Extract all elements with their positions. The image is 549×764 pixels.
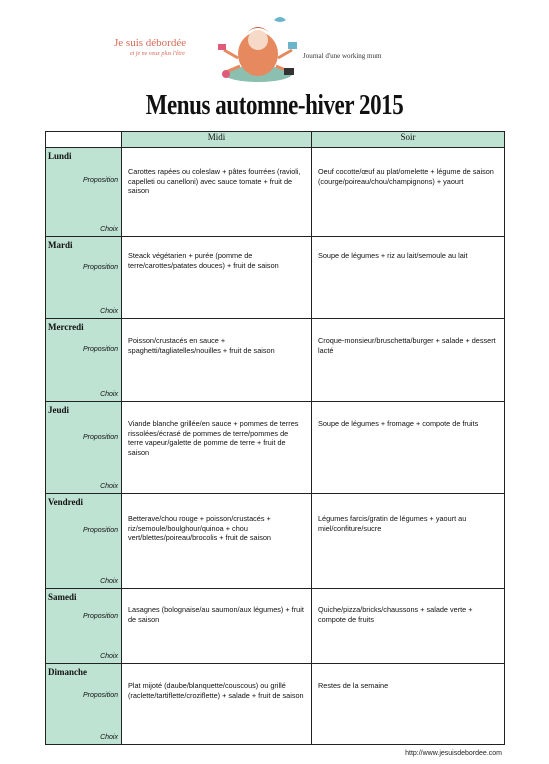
soir-proposition: Oeuf cocotte/œuf au plat/omelette + légume de saison (courge/poireau/chou/champignons) + yaourt <box>318 167 494 186</box>
logo-subtitle: et je ne veux plus l'être <box>130 51 185 57</box>
column-header-soir: Soir <box>312 132 505 148</box>
blog-tagline: Journal d'une working mum <box>303 52 382 60</box>
working-mum-illustration-icon <box>214 10 300 86</box>
day-label-cell <box>46 148 122 237</box>
midi-cell <box>122 148 312 237</box>
logo-title: Je suis débordée <box>114 37 187 49</box>
proposition-label: Proposition <box>82 346 118 353</box>
page-title: Menus automne-hiver 2015 <box>145 90 404 121</box>
midi-cell <box>122 664 312 745</box>
day-name: Mardi <box>48 240 73 250</box>
proposition-label: Proposition <box>82 692 118 699</box>
day-row <box>46 494 505 589</box>
choix-label: Choix <box>100 653 118 660</box>
day-name: Dimanche <box>48 667 87 677</box>
proposition-label: Proposition <box>82 527 118 534</box>
soir-cell <box>312 402 505 494</box>
day-name: Lundi <box>48 151 72 161</box>
day-row <box>46 664 505 745</box>
proposition-label: Proposition <box>82 434 118 441</box>
soir-cell <box>312 237 505 319</box>
day-row <box>46 148 505 237</box>
midi-proposition: Steack végétarien + purée (pomme de terre/carottes/patates douces) + fruit de saison <box>128 251 279 270</box>
footer-url: http://www.jesuisdebordee.com <box>405 750 502 757</box>
soir-cell <box>312 319 505 402</box>
column-header-midi: Midi <box>122 132 312 148</box>
day-label-cell <box>46 319 122 402</box>
midi-proposition: Carottes rapées ou coleslaw + pâtes fourrées (ravioli, capelleti ou canelloni) avec sauce tomate + fruit de saison <box>128 167 301 196</box>
proposition-label: Proposition <box>82 264 118 271</box>
midi-cell <box>122 319 312 402</box>
midi-proposition: Poisson/crustacés en sauce + spaghetti/tagliatelles/nouilles + fruit de saison <box>128 336 275 355</box>
soir-proposition: Soupe de légumes + fromage + compote de fruits <box>318 419 479 428</box>
soir-cell <box>312 494 505 589</box>
day-row <box>46 237 505 319</box>
blog-header <box>104 10 404 86</box>
choix-label: Choix <box>100 483 118 490</box>
day-name: Jeudi <box>48 405 70 415</box>
soir-proposition: Quiche/pizza/bricks/chaussons + salade verte + compote de fruits <box>318 605 473 624</box>
choix-label: Choix <box>100 578 118 585</box>
day-name: Vendredi <box>48 497 84 507</box>
day-label-cell <box>46 402 122 494</box>
choix-label: Choix <box>100 391 118 398</box>
midi-cell <box>122 494 312 589</box>
day-row <box>46 589 505 664</box>
menu-table <box>45 131 505 745</box>
soir-proposition: Légumes farcis/gratin de légumes + yaourt au miel/confiture/sucre <box>318 514 467 533</box>
day-name: Mercredi <box>48 322 84 332</box>
midi-proposition: Betterave/chou rouge + poisson/crustacés + riz/semoule/boulghour/quinoa + chou vert/blettes/poireau/brocolis + fruit de saison <box>128 514 271 543</box>
midi-proposition: Plat mijoté (daube/blanquette/couscous) ou grillé (raclette/tartiflette/croziflette) + salade + fruit de saison <box>128 681 304 700</box>
soir-cell <box>312 664 505 745</box>
corner-cell <box>46 132 122 148</box>
midi-cell <box>122 402 312 494</box>
proposition-label: Proposition <box>82 177 118 184</box>
day-name: Samedi <box>48 592 77 602</box>
day-label-cell <box>46 589 122 664</box>
choix-label: Choix <box>100 226 118 233</box>
proposition-label: Proposition <box>82 613 118 620</box>
day-label-cell <box>46 237 122 319</box>
midi-cell <box>122 589 312 664</box>
midi-proposition: Lasagnes (bolognaise/au saumon/aux légumes) + fruit de saison <box>128 605 304 624</box>
soir-cell <box>312 589 505 664</box>
midi-proposition: Viande blanche grillée/en sauce + pommes de terres rissolées/écrasé de pommes de terre/pommes de terre vapeur/galette de pomme de terre + fruit de saison <box>128 419 299 457</box>
choix-label: Choix <box>100 308 118 315</box>
soir-proposition: Restes de la semaine <box>318 681 389 690</box>
day-row <box>46 319 505 402</box>
soir-cell <box>312 148 505 237</box>
choix-label: Choix <box>100 734 118 741</box>
soir-proposition: Soupe de légumes + riz au lait/semoule au lait <box>318 251 468 260</box>
day-label-cell <box>46 494 122 589</box>
day-label-cell <box>46 664 122 745</box>
day-row <box>46 402 505 494</box>
soir-proposition: Croque-monsieur/bruschetta/burger + salade + dessert lacté <box>318 336 496 355</box>
midi-cell <box>122 237 312 319</box>
